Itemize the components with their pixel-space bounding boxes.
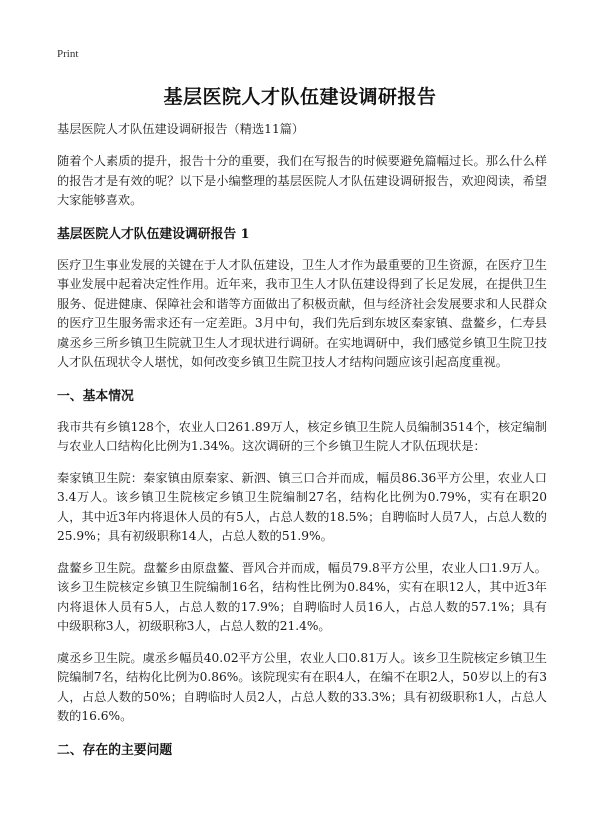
intro-paragraph: 随着个人素质的提升，报告十分的重要，我们在写报告的时候要避免篇幅过长。那么什么样的报告才是有效的呢？以下是小编整理的基层医院人才队伍建设调研报告，欢迎阅读，希望大家能够喜欢。: [57, 154, 547, 207]
qinjia-hospital-paragraph: 秦家镇卫生院：秦家镇由原秦家、新泗、镇三口合并而成，幅员86.36平方公里，农业人口3.4万人。该乡镇卫生院核定乡镇卫生院编制27名，结构化比例为0.79%，实有在职20人，其中近3年内将退休人员的有5人，占总人数的18.5%；自聘临时人员7人，占总人数的25.9%；具有初级职称14人，占总人数的51.9%。: [57, 470, 547, 543]
page-title: 基层医院人才队伍建设调研报告: [163, 86, 437, 108]
print-link[interactable]: Print: [57, 48, 79, 60]
section-heading-report-1: 基层医院人才队伍建设调研报告 1: [57, 226, 250, 242]
report-1-paragraph: 医疗卫生事业发展的关键在于人才队伍建设，卫生人才作为最重要的卫生资源，在医疗卫生事业发展中起着决定性作用。近年来，我市卫生人才队伍建设得到了长足发展，在提供卫生服务、促进健康、保障社会和谐等方面做出了积极贡献，但与经济社会发展要求和人民群众的医疗卫生服务需求还有一定差距。3月中旬，我们先后到东坡区秦家镇、盘鳌乡，仁寿县虞丞乡三所乡镇卫生院就卫生人才现状进行调研。在实地调研中，我们感觉乡镇卫生院卫技人才队伍现状令人堪忧，如何改变乡镇卫生院卫技人才结构问题应该引起高度重视。: [57, 257, 547, 369]
section-heading-main-problems: 二、存在的主要问题: [57, 742, 173, 758]
article-body: [57, 120, 547, 760]
section-heading-basic-situation: 一、基本情况: [57, 388, 134, 404]
basic-situation-paragraph: 我市共有乡镇128个，农业人口261.89万人，核定乡镇卫生院人员编制3514个，核定编制与农业人口结构化比例为1.34%。这次调研的三个乡镇卫生院人才队伍现状是：: [57, 419, 547, 453]
panao-hospital-paragraph: 盘鳌乡卫生院。盘鳌乡由原盘鳌、晋风合并而成，幅员79.8平方公里，农业人口1.9万人。该乡卫生院核定乡镇卫生院编制16名，结构性比例为0.84%，实有在职12人，其中近3年内将退休人员有5人，占总人数的17.9%；自聘临时人员16人，占总人数的57.1%；具有中级职称3人，初级职称3人，占总人数的21.4%。: [57, 560, 547, 633]
article-subtitle: 基层医院人才队伍建设调研报告（精选11篇）: [57, 122, 305, 136]
yucheng-hospital-paragraph: 虞丞乡卫生院。虞丞乡幅员40.02平方公里，农业人口0.81万人。该乡卫生院核定乡镇卫生院编制7名，结构化比例为0.86%。该院现实有在职4人，在编不在职2人，50岁以上的有3人，占总人数的50%；自聘临时人员2人，占总人数的33.3%；具有初级职称1人，占总人数的16.6%。: [57, 650, 547, 723]
